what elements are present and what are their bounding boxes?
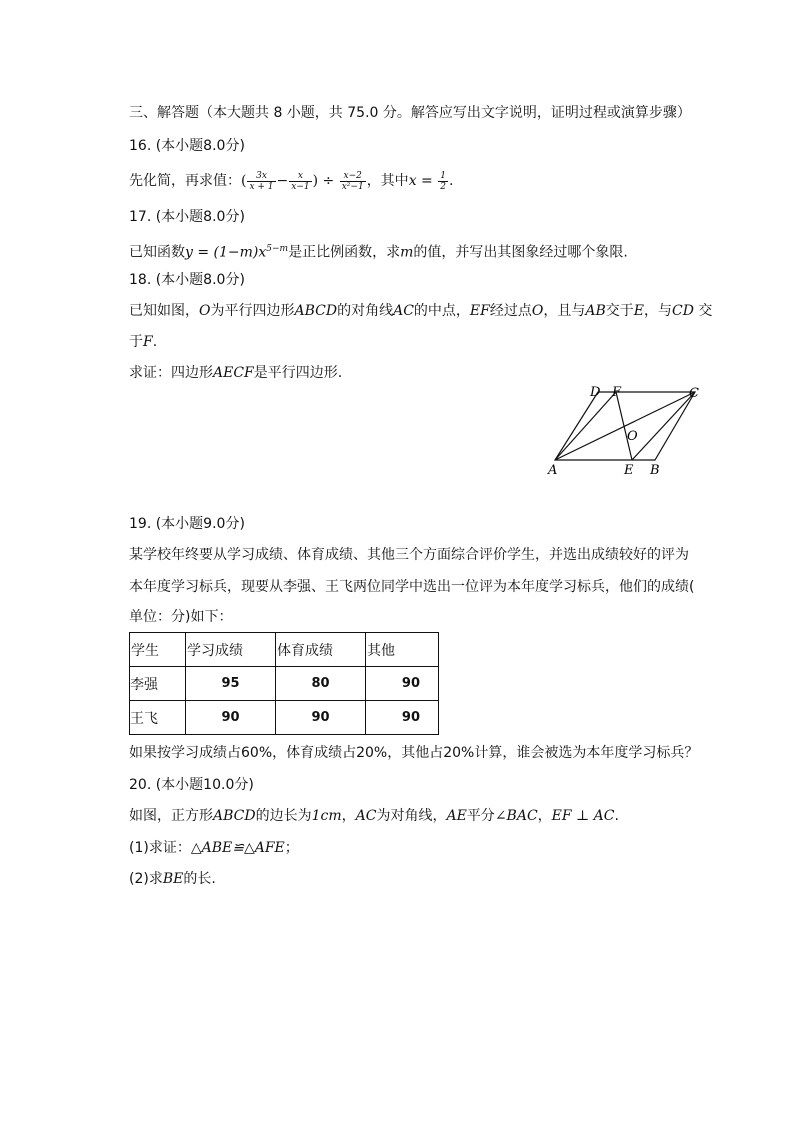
label-c: C	[689, 386, 699, 401]
p16-fraction-3: $\frac{x-2}{\text{x²−1}}$	[341, 170, 364, 192]
problem-20-part-1: (1)求证：△ABE≌△AFE；	[129, 840, 299, 856]
problem-19-header: 19. (本小题9.0分)	[129, 516, 245, 532]
study-score: 90	[186, 701, 276, 735]
segment-ec	[632, 392, 695, 460]
label-f: F	[612, 385, 622, 400]
problem-19-question: 如果按学习成绩占60%，体育成绩占20%，其他占20%计算，谁会被选为本年度学习标兵？	[129, 745, 699, 761]
problem-19-body-2: 本年度学习标兵，现要从李强、王飞两位同学中选出一位评为本年度学习标兵，他们的成绩(	[129, 579, 695, 595]
p16-open: (	[241, 173, 247, 189]
label-e: E	[624, 463, 634, 478]
problem-17-header: 17. (本小题8.0分)	[129, 209, 245, 225]
problem-18-body-2: 于F.	[129, 334, 158, 350]
segment-ef	[616, 392, 632, 460]
problem-16-text-2: ，其中	[366, 173, 409, 189]
header-student: 学生	[130, 633, 186, 667]
p16-half: $\frac{1}{2}$	[440, 170, 446, 192]
p17-text-2: 是正比例函数，求	[288, 244, 401, 261]
segment-af	[555, 392, 616, 460]
p17-m: m	[400, 244, 414, 261]
p16-x-eq: x =	[408, 173, 433, 189]
header-other: 其他	[366, 633, 439, 667]
label-d: D	[590, 385, 601, 400]
p17-text-3: 的值，并写出其图象经过哪个象限.	[413, 244, 628, 261]
problem-18-body-1: 已知如图，O为平行四边形ABCD的对角线AC的中点，EF经过点O，且与AB交于E，与CD 交	[129, 303, 713, 319]
p16-minus: −	[276, 173, 289, 189]
section-header: 三、解答题（本大题共 8 小题，共 75.0 分。解答应写出文字说明，证明过程或演算步骤）	[129, 105, 691, 121]
table-row	[130, 667, 439, 701]
problem-20-part-2: (2)求BE的长.	[129, 871, 216, 887]
problem-16-text: 先化简，再求值：	[129, 173, 241, 189]
header-sports: 体育成绩	[276, 633, 366, 667]
table-row	[130, 701, 439, 735]
sports-score: 90	[276, 701, 366, 735]
table-header-row	[130, 633, 439, 667]
header-study: 学习成绩	[186, 633, 276, 667]
student-name: 王飞	[130, 701, 186, 735]
scores-table	[129, 632, 439, 735]
p16-fraction-2: $\frac{x}{x-1}$	[291, 170, 310, 192]
label-o: O	[627, 429, 638, 444]
other-score: 90	[366, 701, 439, 735]
p17-text-1: 已知函数	[129, 244, 185, 261]
problem-16-header: 16. (本小题8.0分)	[129, 138, 245, 154]
study-score: 95	[186, 667, 276, 701]
p16-close-div: ) ÷	[312, 173, 335, 189]
p16-end: .	[448, 173, 454, 189]
p16-fraction-1: $\frac{3x}{x + 1}$	[249, 170, 274, 192]
label-a: A	[548, 463, 558, 478]
problem-17-body	[129, 239, 628, 263]
problem-18-header: 18. (本小题8.0分)	[129, 272, 245, 288]
p17-exponent: 5−m	[266, 244, 289, 254]
student-name: 李强	[130, 667, 186, 701]
p17-function: y = (1−m)x	[185, 244, 267, 261]
other-score: 90	[366, 667, 439, 701]
problem-20-header: 20. (本小题10.0分)	[129, 777, 254, 793]
problem-19-body-1: 某学校年终要从学习成绩、体育成绩、其他三个方面综合评价学生，并选出成绩较好的评为	[129, 547, 689, 563]
parallelogram-figure	[540, 380, 710, 480]
sports-score: 80	[276, 667, 366, 701]
problem-16-body	[129, 166, 453, 196]
problem-20-body-1: 如图，正方形ABCD的边长为1cm，AC为对角线，AE平分∠BAC，EF ⊥ AC.	[129, 808, 619, 824]
problem-18-body-3: 求证：四边形AECF是平行四边形.	[129, 365, 343, 381]
label-b: B	[650, 463, 660, 478]
problem-19-body-3: 单位：分)如下：	[129, 609, 233, 625]
